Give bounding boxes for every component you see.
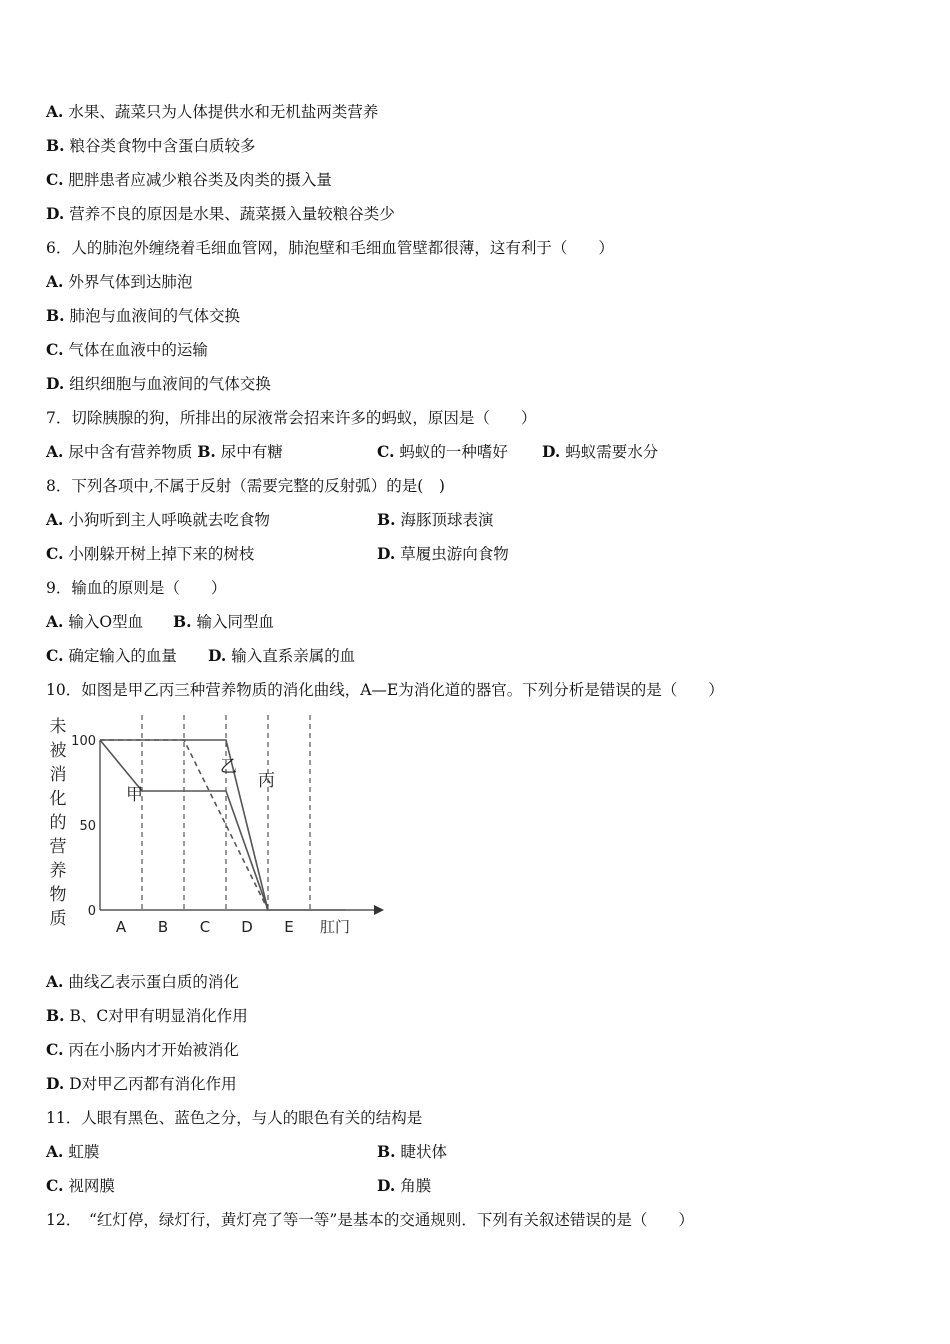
y-tick-label: 0 xyxy=(87,904,96,919)
q11-option-a[interactable]: A. 虹膜 xyxy=(46,1142,100,1161)
q7-stem: 7．切除胰腺的狗，所排出的尿液常会招来许多的蚂蚁，原因是（ ） xyxy=(46,409,537,427)
y-label-char: 消 xyxy=(49,765,67,785)
q9-option-b[interactable]: B. 输入同型血 xyxy=(173,612,274,631)
q9-option-a[interactable]: A. 输入O型血 xyxy=(46,612,144,631)
y-label-char: 未 xyxy=(49,717,67,737)
q9-options-row2 xyxy=(46,646,356,666)
q5-option-c[interactable]: C. 肥胖患者应减少粮谷类及肉类的摄入量 xyxy=(46,170,332,189)
y-tick-label: 50 xyxy=(79,819,96,834)
y-label-char: 化 xyxy=(49,789,67,809)
q7-option-a[interactable]: A. 尿中含有营养物质 xyxy=(46,442,193,461)
y-label-char: 营 xyxy=(49,837,67,857)
q6-option-d[interactable]: D. 组织细胞与血液间的气体交换 xyxy=(46,374,271,393)
q11-stem: 11．人眼有黑色、蓝色之分，与人的眼色有关的结构是 xyxy=(46,1109,423,1127)
q10-option-a[interactable]: A. 曲线乙表示蛋白质的消化 xyxy=(46,972,239,991)
q5-option-d[interactable]: D. 营养不良的原因是水果、蔬菜摄入量较粮谷类少 xyxy=(46,204,395,223)
q11-option-c[interactable]: C. 视网膜 xyxy=(46,1176,115,1195)
q6-stem: 6．人的肺泡外缠绕着毛细血管网，肺泡壁和毛细血管壁都很薄，这有利于（ ） xyxy=(46,239,614,257)
q8-option-c[interactable]: C. 小刚躲开树上掉下来的树枝 xyxy=(46,544,255,563)
y-label-char: 被 xyxy=(49,741,67,761)
x-tick-label: A xyxy=(115,918,127,936)
q8-options-row1 xyxy=(46,510,494,530)
y-axis-label xyxy=(50,717,67,929)
q7-option-c[interactable]: C. 蚂蚁的一种嗜好 xyxy=(377,442,508,461)
digestion-curve-chart xyxy=(40,710,390,945)
q9-stem: 9．输血的原则是（ ） xyxy=(46,579,227,597)
q7-options xyxy=(46,442,659,462)
series-labels xyxy=(126,757,275,805)
x-tick-label: D xyxy=(241,918,253,936)
q7-option-d[interactable]: D. 蚂蚁需要水分 xyxy=(542,442,659,461)
q6-option-a[interactable]: A. 外界气体到达肺泡 xyxy=(46,272,193,291)
x-tick-label: 肛门 xyxy=(319,918,351,936)
q8-stem: 8．下列各项中,不属于反射（需要完整的反射弧）的是( ) xyxy=(46,477,445,495)
q9-option-d[interactable]: D. 输入直系亲属的血 xyxy=(208,646,356,665)
q5-option-b[interactable]: B. 粮谷类食物中含蛋白质较多 xyxy=(46,136,256,155)
q9-options-row1 xyxy=(46,612,274,632)
q10-option-b[interactable]: B. B、C对甲有明显消化作用 xyxy=(46,1006,248,1025)
series-label: 乙 xyxy=(220,757,237,777)
x-tick-labels xyxy=(116,918,350,936)
q12-stem: 12． “红灯停，绿灯行，黄灯亮了等一等”是基本的交通规则．下列有关叙述错误的是（ ） xyxy=(46,1211,694,1229)
q11-options-row2 xyxy=(46,1176,432,1196)
y-label-char: 质 xyxy=(49,909,67,929)
y-tick-label: 100 xyxy=(71,734,96,749)
q6-option-c[interactable]: C. 气体在血液中的运输 xyxy=(46,340,208,359)
q11-option-d[interactable]: D. 角膜 xyxy=(377,1176,432,1195)
q9-option-c[interactable]: C. 确定输入的血量 xyxy=(46,646,177,665)
q5-option-a[interactable]: A. 水果、蔬菜只为人体提供水和无机盐两类营养 xyxy=(46,102,379,121)
q8-option-a[interactable]: A. 小狗听到主人呼唤就去吃食物 xyxy=(46,510,270,529)
y-label-char: 物 xyxy=(49,885,67,905)
x-tick-label: B xyxy=(157,918,169,936)
y-label-char: 养 xyxy=(49,861,67,881)
q8-options-row2 xyxy=(46,544,509,564)
series-label: 丙 xyxy=(258,771,275,791)
q11-option-b[interactable]: B. 睫状体 xyxy=(377,1142,447,1161)
q10-option-c[interactable]: C. 丙在小肠内才开始被消化 xyxy=(46,1040,239,1059)
region-dividers xyxy=(142,715,310,910)
y-tick-labels xyxy=(71,734,96,919)
q10-stem: 10．如图是甲乙丙三种营养物质的消化曲线，A—E为消化道的器官。下列分析是错误的是（ ） xyxy=(46,681,724,699)
q10-option-d[interactable]: D. D对甲乙丙都有消化作用 xyxy=(46,1074,237,1093)
axes xyxy=(100,740,384,915)
x-tick-label: C xyxy=(199,918,211,936)
series-label: 甲 xyxy=(126,785,143,805)
q7-option-b[interactable]: B. 尿中有糖 xyxy=(197,442,283,461)
y-label-char: 的 xyxy=(49,813,67,833)
x-tick-label: E xyxy=(284,918,294,936)
q8-option-b[interactable]: B. 海豚顶球表演 xyxy=(377,510,494,529)
x-axis-arrow xyxy=(374,905,384,915)
q11-options-row1 xyxy=(46,1142,447,1162)
q8-option-d[interactable]: D. 草履虫游向食物 xyxy=(377,544,509,563)
q6-option-b[interactable]: B. 肺泡与血液间的气体交换 xyxy=(46,306,240,325)
